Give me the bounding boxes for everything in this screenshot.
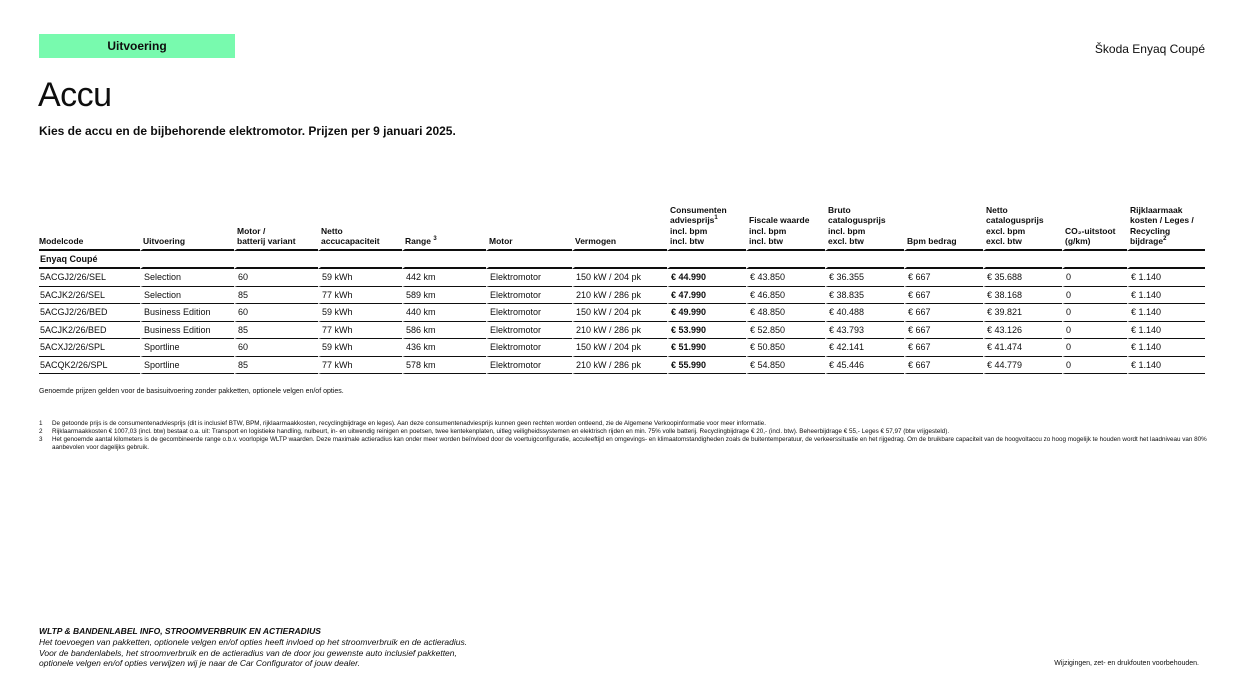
cell-bpm: € 667 <box>904 304 983 322</box>
cell-co2: 0 <box>1062 339 1127 357</box>
cell-bruto: € 36.355 <box>825 269 904 287</box>
cell-capaciteit: 59 kWh <box>318 339 402 357</box>
cell-uitvoering: Sportline <box>140 357 234 375</box>
cell-rijklaar: € 1.140 <box>1127 304 1205 322</box>
cell-motor-variant: 60 <box>234 304 318 322</box>
cell-bpm: € 667 <box>904 357 983 375</box>
cell-bpm: € 667 <box>904 322 983 340</box>
footnote <box>39 428 1209 436</box>
cell-code: 5ACGJ2/26/BED <box>39 304 140 322</box>
header-bpm-bedrag: Bpm bedrag <box>904 201 983 251</box>
footnote-text: Rijklaarmaakkosten € 1007,03 (incl. btw) bestaat o.a. uit: Transport en logistieke handling, nulbeurt, in- en uitwendig reinigen en poetsen, twee kentekenplaten, uitleg veiligheidssystemen en elektrisch rijden en min. 75% volle batterij. Recyclingbijdrage € 20,- (incl. btw). Beheerbijdrage € 55,- Leges € 57,97 (btw vrijgesteld). <box>52 427 950 435</box>
cell-bruto: € 40.488 <box>825 304 904 322</box>
cell-consumentenprijs: € 55.990 <box>667 357 746 375</box>
cell-rijklaar: € 1.140 <box>1127 339 1205 357</box>
cell-motor: Elektromotor <box>486 287 572 305</box>
table-row <box>39 339 1205 357</box>
cell-motor-variant: 85 <box>234 287 318 305</box>
header-modelcode: Modelcode <box>39 201 140 251</box>
cell-rijklaar: € 1.140 <box>1127 287 1205 305</box>
cell-range: 440 km <box>402 304 486 322</box>
cell-consumentenprijs: € 44.990 <box>667 269 746 287</box>
wltp-line: Het toevoegen van pakketten, optionele velgen en/of opties heeft invloed op het stroomverbruik en de actieradius. <box>39 636 468 647</box>
cell-motor: Elektromotor <box>486 269 572 287</box>
cell-rijklaar: € 1.140 <box>1127 357 1205 375</box>
header-co2: CO₂-uitstoot (g/km) <box>1062 201 1127 251</box>
cell-capaciteit: 77 kWh <box>318 287 402 305</box>
wltp-heading: WLTP & BANDENLABEL INFO, STROOMVERBRUIK EN ACTIERADIUS <box>39 626 321 636</box>
cell-fiscale-waarde: € 46.850 <box>746 287 825 305</box>
cell-fiscale-waarde: € 50.850 <box>746 339 825 357</box>
cell-bruto: € 43.793 <box>825 322 904 340</box>
cell-bruto: € 45.446 <box>825 357 904 375</box>
header-netto-capaciteit: Netto accucapaciteit <box>318 201 402 251</box>
table-row <box>39 287 1205 305</box>
cell-motor: Elektromotor <box>486 322 572 340</box>
cell-co2: 0 <box>1062 269 1127 287</box>
cell-co2: 0 <box>1062 287 1127 305</box>
footnote-text: De getoonde prijs is de consumentenadviesprijs (dit is inclusief BTW, BPM, rijklaarmaakkosten, recyclingbijdrage en leges). Aan deze consumentenadviesprijs kunnen geen rechten worden ontleend, zie de Algemene Verkoopinformatie voor meer informatie. <box>52 420 767 427</box>
disclaimer: Wijzigingen, zet- en drukfouten voorbehouden. <box>1054 660 1199 667</box>
footnote-number: 2 <box>39 427 43 435</box>
cell-netto: € 44.779 <box>983 357 1062 375</box>
footnote-number: 3 <box>39 435 43 443</box>
wltp-info <box>39 626 467 669</box>
header-bruto-catalogusprijs: Bruto catalogusprijs incl. bpm excl. btw <box>825 201 904 251</box>
cell-co2: 0 <box>1062 322 1127 340</box>
cell-co2: 0 <box>1062 357 1127 375</box>
cell-code: 5ACGJ2/26/SEL <box>39 269 140 287</box>
cell-motor: Elektromotor <box>486 339 572 357</box>
table-row <box>39 357 1205 375</box>
cell-rijklaar: € 1.140 <box>1127 269 1205 287</box>
price-table <box>39 201 1205 374</box>
cell-vermogen: 210 kW / 286 pk <box>572 357 667 375</box>
cell-consumentenprijs: € 51.990 <box>667 339 746 357</box>
cell-netto: € 35.688 <box>983 269 1062 287</box>
cell-netto: € 39.821 <box>983 304 1062 322</box>
cell-bpm: € 667 <box>904 287 983 305</box>
header-motor-variant: Motor / batterij variant <box>234 201 318 251</box>
cell-motor: Elektromotor <box>486 357 572 375</box>
cell-capaciteit: 77 kWh <box>318 357 402 375</box>
wltp-line: optionele velgen en/of opties verwijzen wij je naar de Car Configurator of jouw dealer. <box>39 658 360 669</box>
cell-uitvoering: Selection <box>140 269 234 287</box>
cell-uitvoering: Selection <box>140 287 234 305</box>
footnote <box>39 420 1209 428</box>
page-subtitle: Kies de accu en de bijbehorende elektromotor. Prijzen per 9 januari 2025. <box>39 124 456 138</box>
cell-fiscale-waarde: € 43.850 <box>746 269 825 287</box>
cell-fiscale-waarde: € 52.850 <box>746 322 825 340</box>
cell-consumentenprijs: € 49.990 <box>667 304 746 322</box>
cell-bpm: € 667 <box>904 269 983 287</box>
wltp-line: Voor de bandenlabels, het stroomverbruik en de actieradius van de door jou gewenste auto inclusief pakketten, <box>39 647 457 658</box>
cell-fiscale-waarde: € 48.850 <box>746 304 825 322</box>
cell-code: 5ACJK2/26/SEL <box>39 287 140 305</box>
cell-capaciteit: 59 kWh <box>318 304 402 322</box>
table-row <box>39 269 1205 287</box>
cell-code: 5ACJK2/26/BED <box>39 322 140 340</box>
table-row <box>39 304 1205 322</box>
cell-co2: 0 <box>1062 304 1127 322</box>
table-header-row <box>39 201 1205 251</box>
cell-range: 442 km <box>402 269 486 287</box>
cell-code: 5ACQK2/26/SPL <box>39 357 140 375</box>
cell-range: 578 km <box>402 357 486 375</box>
table-row <box>39 322 1205 340</box>
cell-motor-variant: 60 <box>234 269 318 287</box>
cell-range: 586 km <box>402 322 486 340</box>
cell-bruto: € 38.835 <box>825 287 904 305</box>
cell-netto: € 38.168 <box>983 287 1062 305</box>
cell-code: 5ACXJ2/26/SPL <box>39 339 140 357</box>
header-netto-catalogusprijs: Netto catalogusprijs excl. bpm excl. btw <box>983 201 1062 251</box>
section-tag: Uitvoering <box>39 34 235 58</box>
header-range: Range $^3$ <box>402 201 486 251</box>
cell-netto: € 43.126 <box>983 322 1062 340</box>
cell-fiscale-waarde: € 54.850 <box>746 357 825 375</box>
header-motor: Motor <box>486 201 572 251</box>
cell-uitvoering: Business Edition <box>140 322 234 340</box>
cell-motor-variant: 85 <box>234 357 318 375</box>
cell-range: 589 km <box>402 287 486 305</box>
header-consumentenprijs: Consumenten adviesprijs$^1$ incl. bpm incl. btw <box>667 201 746 251</box>
table-group-row <box>39 251 1205 269</box>
footnote <box>39 436 1209 452</box>
cell-range: 436 km <box>402 339 486 357</box>
cell-motor-variant: 85 <box>234 322 318 340</box>
footnote-number: 1 <box>39 420 43 427</box>
cell-netto: € 41.474 <box>983 339 1062 357</box>
footnotes <box>39 420 1209 451</box>
cell-consumentenprijs: € 53.990 <box>667 322 746 340</box>
header-rijklaarmaakkosten: Rijklaarmaak kosten / Leges / Recycling bijdrage$^2$ <box>1127 201 1205 251</box>
header-vermogen: Vermogen <box>572 201 667 251</box>
cell-uitvoering: Sportline <box>140 339 234 357</box>
cell-vermogen: 210 kW / 286 pk <box>572 287 667 305</box>
group-label: Enyaq Coupé <box>39 251 140 269</box>
cell-capaciteit: 77 kWh <box>318 322 402 340</box>
cell-rijklaar: € 1.140 <box>1127 322 1205 340</box>
brand-name: Škoda Enyaq Coupé <box>1094 42 1205 56</box>
cell-vermogen: 210 kW / 286 pk <box>572 322 667 340</box>
cell-bpm: € 667 <box>904 339 983 357</box>
cell-uitvoering: Business Edition <box>140 304 234 322</box>
table-note: Genoemde prijzen gelden voor de basisuitvoering zonder pakketten, optionele velgen en/of opties. <box>39 388 344 395</box>
header-fiscale-waarde: Fiscale waarde incl. bpm incl. btw <box>746 201 825 251</box>
cell-vermogen: 150 kW / 204 pk <box>572 339 667 357</box>
footnote-text: Het genoemde aantal kilometers is de gecombineerde range o.b.v. voorlopige WLTP waarden. Deze maximale actieradius kan onder meer worden beïnvloed door de voertuigconfiguratie, acculeeftijd en omgevings- en klimaatomstandigheden zoals de buitentemperatuur, de verkeerssituatie en het rijgedrag. Om de bruikbare capaciteit van de hoogvoltaccu zo hoog mogelijk te houden wordt het laadniveau van 80% aanbevolen voor dagelijks gebruik. <box>52 435 1207 451</box>
cell-capaciteit: 59 kWh <box>318 269 402 287</box>
page-title: Accu <box>38 76 112 114</box>
cell-bruto: € 42.141 <box>825 339 904 357</box>
cell-consumentenprijs: € 47.990 <box>667 287 746 305</box>
cell-vermogen: 150 kW / 204 pk <box>572 269 667 287</box>
header-uitvoering: Uitvoering <box>140 201 234 251</box>
cell-vermogen: 150 kW / 204 pk <box>572 304 667 322</box>
cell-motor-variant: 60 <box>234 339 318 357</box>
cell-motor: Elektromotor <box>486 304 572 322</box>
